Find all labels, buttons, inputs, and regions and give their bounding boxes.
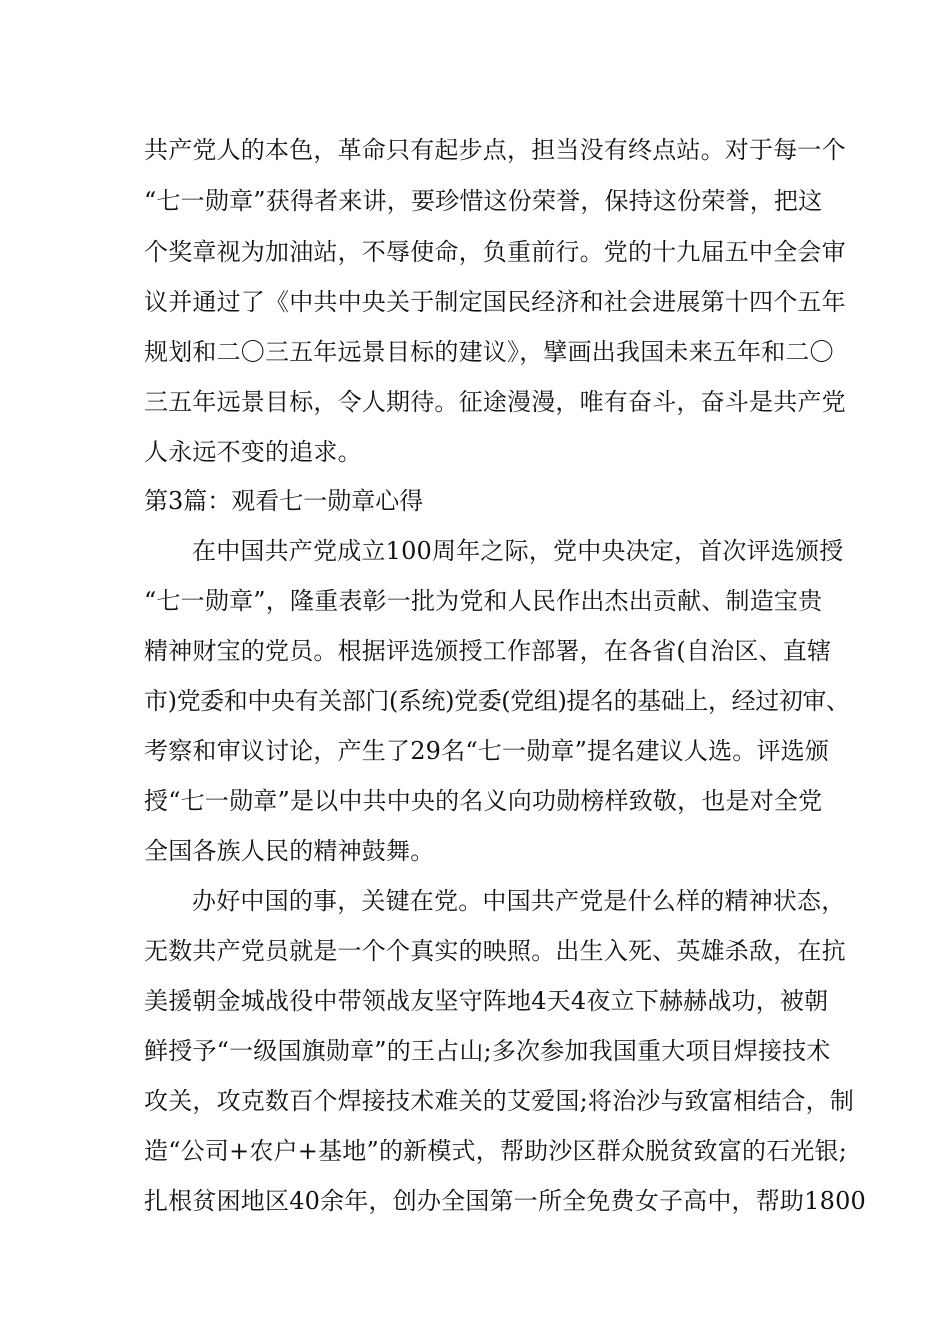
paragraph-1-line-4: 议并通过了《中共中央关于制定国民经济和社会进展第十四个五年 — [144, 288, 846, 316]
paragraph-2-line-5: 考察和审议讨论，产生了29名“七一勋章”提名建议人选。评选颁 — [144, 737, 830, 765]
paragraph-2-line-1: 在中国共产党成立100周年之际，党中央决定，首次评选颁授 — [192, 537, 844, 565]
paragraph-3-line-3: 美援朝金城战役中带领战友坚守阵地4天4夜立下赫赫战功，被朝 — [144, 987, 829, 1015]
paragraph-3-line-2: 无数共产党员就是一个个真实的映照。出生入死、英雄杀敌，在抗 — [144, 937, 846, 965]
paragraph-3-line-4: 鲜授予“一级国旗勋章”的王占山;多次参加我国重大项目焊接技术 — [144, 1037, 831, 1065]
paragraph-2-line-4: 市)党委和中央有关部门(系统)党委(党组)提名的基础上，经过初审、 — [144, 687, 850, 715]
paragraph-2-line-6: 授“七一勋章”是以中共中央的名义向功勋榜样致敬，也是对全党 — [144, 787, 823, 815]
paragraph-1-line-3: 个奖章视为加油站，不辱使命，负重前行。党的十九届五中全会审 — [144, 238, 846, 266]
paragraph-1-line-1: 共产党人的本色，革命只有起步点，担当没有终点站。对于每一个 — [144, 136, 846, 164]
paragraph-1-line-6: 三五年远景目标，令人期待。征途漫漫，唯有奋斗，奋斗是共产党 — [144, 388, 846, 416]
paragraph-1-line-2: “七一勋章”获得者来讲，要珍惜这份荣誉，保持这份荣誉，把这 — [144, 187, 823, 215]
paragraph-1-line-7: 人永远不变的追求。 — [144, 438, 362, 466]
paragraph-2-line-3: 精神财宝的党员。根据评选颁授工作部署，在各省(自治区、直辖 — [144, 637, 832, 665]
paragraph-1-line-5: 规划和二〇三五年远景目标的建议》，擘画出我国未来五年和二〇 — [144, 338, 834, 366]
paragraph-3-line-6: 造“公司+农户+基地”的新模式，帮助沙区群众脱贫致富的石光银; — [144, 1137, 848, 1165]
paragraph-3-line-5: 攻关，攻克数百个焊接技术难关的艾爱国;将治沙与致富相结合，制 — [144, 1087, 855, 1115]
paragraph-3-line-7: 扎根贫困地区40余年，创办全国第一所全免费女子高中，帮助1800 — [144, 1187, 867, 1215]
paragraph-2-line-2: “七一勋章”，隆重表彰一批为党和人民作出杰出贡献、制造宝贵 — [144, 587, 823, 615]
section-heading: 第3篇：观看七一勋章心得 — [144, 487, 424, 515]
paragraph-3-line-1: 办好中国的事，关键在党。中国共产党是什么样的精神状态， — [192, 887, 846, 915]
paragraph-2-line-7: 全国各族人民的精神鼓舞。 — [144, 837, 435, 865]
